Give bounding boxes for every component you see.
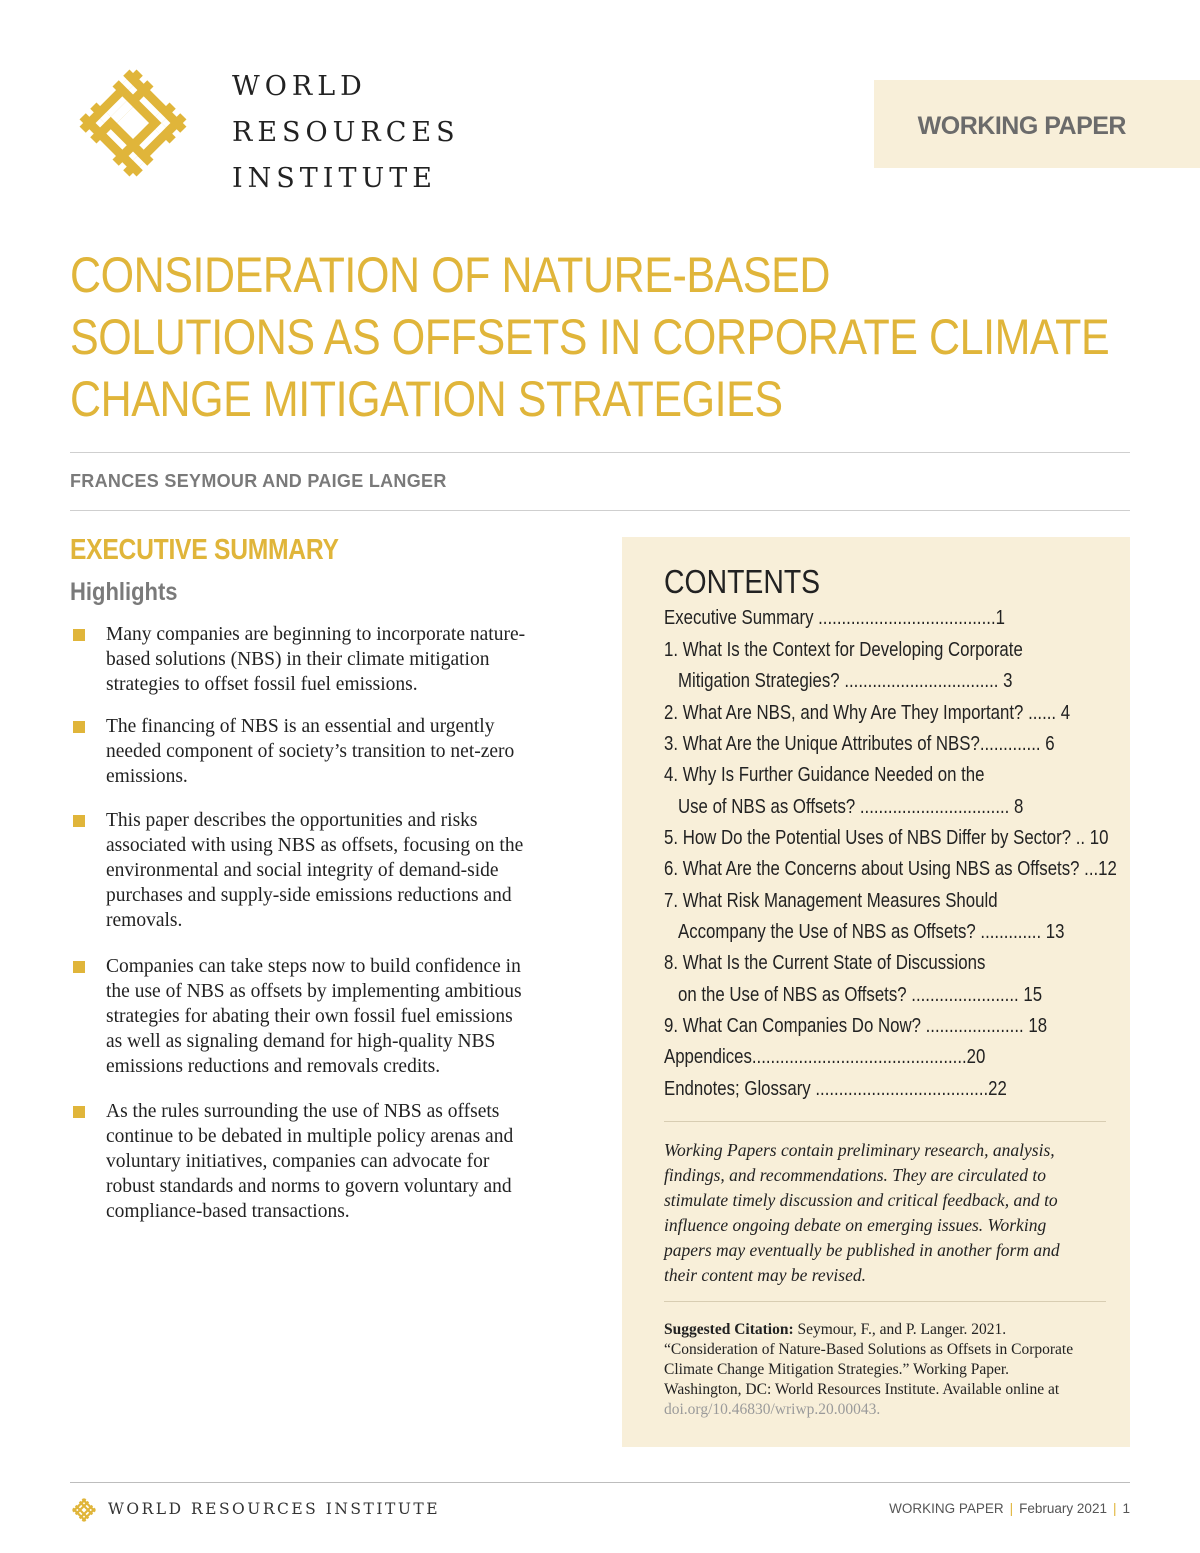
note-line: their content may be revised. (664, 1265, 866, 1285)
bullet-square-icon (73, 1106, 85, 1118)
bullet-square-icon (73, 629, 85, 641)
bullet-square-icon (73, 721, 85, 733)
org-name-line: WORLD (232, 71, 367, 102)
org-name-line: INSTITUTE (232, 163, 437, 194)
suggested-citation (664, 1320, 1110, 1420)
footer-org-name: WORLD RESOURCES INSTITUTE (108, 1500, 441, 1518)
toc-entry[interactable]: 4. Why Is Further Guidance Needed on the (664, 763, 985, 786)
footer-separator: | (1009, 1501, 1014, 1516)
bullet-square-icon (73, 815, 85, 827)
bullet-line: associated with using NBS as offsets, focusing on the (106, 835, 524, 856)
bullet-line: emissions. (106, 766, 188, 787)
bullet-square-icon (73, 961, 85, 973)
toc-entry[interactable]: 1. What Is the Context for Developing Corporate (664, 638, 1023, 661)
bullet-line: This paper describes the opportunities and risks (106, 810, 478, 831)
toc-entry[interactable]: Executive Summary ......................................1 (664, 606, 1005, 629)
bullet-line: emissions reductions and removals credits. (106, 1056, 441, 1077)
note-divider (664, 1301, 1106, 1302)
title-line: SOLUTIONS AS OFFSETS IN CORPORATE CLIMATE (70, 309, 1110, 365)
org-name (232, 64, 460, 202)
bullet-line: Companies can take steps now to build confidence in (106, 956, 521, 977)
highlights-heading: Highlights (70, 578, 178, 606)
citation-line: Seymour, F., and P. Langer. 2021. (793, 1321, 1007, 1338)
title-line: CHANGE MITIGATION STRATEGIES (70, 371, 783, 427)
citation-line: Climate Change Mitigation Strategies.” Working Paper. (664, 1361, 1010, 1378)
toc-entry[interactable]: 7. What Risk Management Measures Should (664, 889, 998, 912)
title-line: CONSIDERATION OF NATURE-BASED (70, 247, 830, 303)
toc-entry[interactable]: Endnotes; Glossary .....................................22 (664, 1077, 1007, 1100)
working-paper-label: WORKING PAPER (917, 112, 1126, 140)
wri-logo-icon (70, 60, 196, 186)
wri-logo-small-icon (70, 1496, 98, 1524)
toc-entry[interactable]: 8. What Is the Current State of Discussions (664, 951, 986, 974)
bullet-line: Many companies are beginning to incorporate nature- (106, 624, 526, 645)
toc-entry[interactable]: 9. What Can Companies Do Now? ..................... 18 (664, 1014, 1048, 1037)
note-line: Working Papers contain preliminary research, analysis, (664, 1140, 1055, 1160)
footer-meta (889, 1501, 1130, 1516)
toc-entry[interactable]: Appendices..............................................20 (664, 1045, 986, 1068)
contents-title: CONTENTS (664, 563, 821, 600)
bullet-line: robust standards and norms to govern voluntary and (106, 1176, 512, 1197)
doi-link[interactable]: doi.org/10.46830/wriwp.20.00043. (664, 1401, 881, 1418)
note-line: findings, and recommendations. They are circulated to (664, 1165, 1047, 1185)
footer-date: February 2021 (1019, 1501, 1107, 1516)
working-paper-note (664, 1138, 1110, 1288)
citation-line: Washington, DC: World Resources Institute. Available online at (664, 1381, 1060, 1398)
note-line: stimulate timely discussion and critical feedback, and to (664, 1190, 1058, 1210)
bullet-line: The financing of NBS is an essential and urgently (106, 716, 495, 737)
toc-entry[interactable]: 2. What Are NBS, and Why Are They Important? ...... 4 (664, 701, 1071, 724)
page-number: 1 (1122, 1501, 1130, 1516)
note-line: papers may eventually be published in another form and (664, 1240, 1060, 1260)
bullet-line: strategies for abating their own fossil fuel emissions (106, 1006, 513, 1027)
title-divider (70, 452, 1130, 453)
authors-divider (70, 510, 1130, 511)
footer-separator: | (1112, 1501, 1117, 1516)
authors: FRANCES SEYMOUR AND PAIGE LANGER (70, 471, 447, 491)
executive-summary-heading: EXECUTIVE SUMMARY (70, 534, 339, 566)
bullet-line: continue to be debated in multiple policy arenas and (106, 1126, 514, 1147)
footer-label: WORKING PAPER (889, 1501, 1004, 1516)
note-line: influence ongoing debate on emerging issues. Working (664, 1215, 1047, 1235)
bullet-line: compliance-based transactions. (106, 1201, 350, 1222)
bullet-line: as well as signaling demand for high-quality NBS (106, 1031, 496, 1052)
paper-title (70, 244, 1110, 430)
toc-entry[interactable]: 3. What Are the Unique Attributes of NBS?............. 6 (664, 732, 1055, 755)
contents-divider (664, 1121, 1106, 1122)
footer-divider (70, 1482, 1130, 1483)
citation-line: “Consideration of Nature-Based Solutions as Offsets in Corporate (664, 1341, 1074, 1358)
toc-entry[interactable]: Mitigation Strategies? ................................. 3 (678, 669, 1013, 692)
bullet-line: the use of NBS as offsets by implementing ambitious (106, 981, 522, 1002)
bullet-line: environmental and social integrity of demand-side (106, 860, 499, 881)
toc-entry[interactable]: 5. How Do the Potential Uses of NBS Differ by Sector? .. 10 (664, 826, 1109, 849)
bullet-line: needed component of society’s transition to net-zero (106, 741, 515, 762)
bullet-line: As the rules surrounding the use of NBS as offsets (106, 1101, 500, 1122)
citation-label: Suggested Citation: (664, 1321, 794, 1338)
bullet-line: voluntary initiatives, companies can advocate for (106, 1151, 490, 1172)
bullet-line: removals. (106, 910, 183, 931)
toc-entry[interactable]: Use of NBS as Offsets? ................................ 8 (678, 795, 1024, 818)
bullet-line: strategies to offset fossil fuel emissions. (106, 674, 418, 695)
toc-entry[interactable]: on the Use of NBS as Offsets? ....................... 15 (678, 983, 1043, 1006)
toc-entry[interactable]: Accompany the Use of NBS as Offsets? ............. 13 (678, 920, 1065, 943)
bullet-line: purchases and supply-side emissions reductions and (106, 885, 512, 906)
toc-entry[interactable]: 6. What Are the Concerns about Using NBS as Offsets? ...12 (664, 857, 1117, 880)
org-name-line: RESOURCES (232, 117, 460, 148)
bullet-line: based solutions (NBS) in their climate mitigation (106, 649, 490, 670)
